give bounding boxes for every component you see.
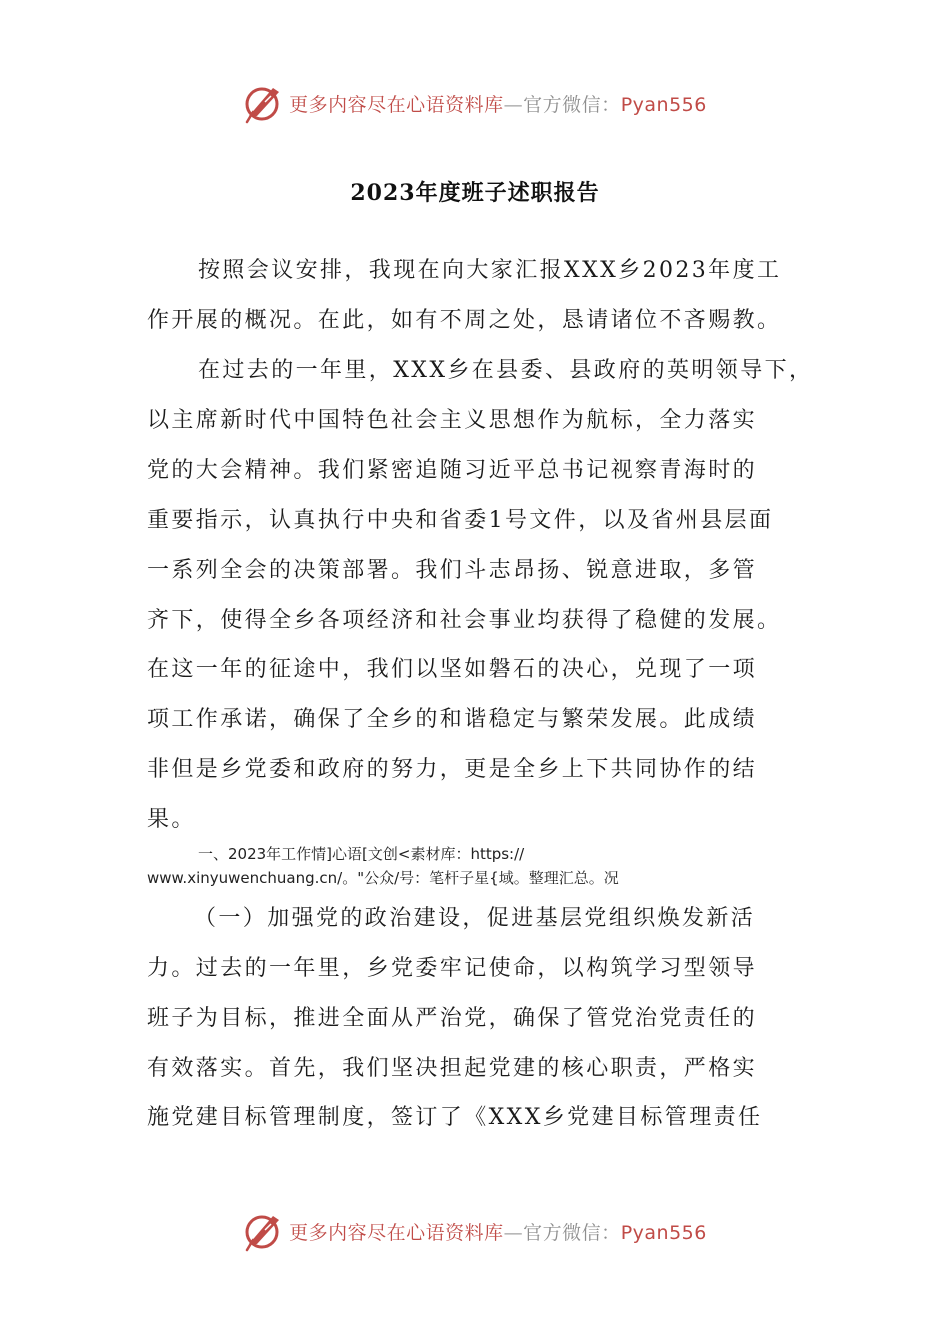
watermark-main-text: 更多内容尽在心语资料库 — [289, 1221, 504, 1244]
body-line: 在这一年的征途中，我们以坚如磐石的决心，兑现了一项 — [147, 657, 758, 682]
body-line: 作开展的概况。在此，如有不周之处，恳请诸位不吝赐教。 — [147, 308, 782, 333]
body-line: 果。 — [147, 807, 196, 832]
body-line: 以主席新时代中国特色社会主义思想作为航标，全力落实 — [147, 408, 758, 433]
section-heading-note-continued: www.xinyuwenchuang.cn/。"公众/号：笔杆子星{域。整理汇总。况 — [147, 869, 619, 887]
footer-watermark — [0, 1206, 950, 1256]
quill-logo-icon — [243, 82, 285, 124]
header-watermark — [0, 78, 950, 128]
body-line: 力。过去的一年里，乡党委牢记使命，以构筑学习型领导 — [147, 956, 758, 981]
watermark-wechat-id: Pyan556 — [620, 1221, 707, 1244]
body-line: 党的大会精神。我们紧密追随习近平总书记视察青海时的 — [147, 458, 758, 483]
document-title: 2023年度班子述职报告 — [350, 180, 600, 206]
body-line: 施党建目标管理制度，签订了《XXX乡党建目标管理责任 — [147, 1105, 763, 1130]
watermark-dash: — — [503, 1221, 524, 1244]
body-line: 重要指示，认真执行中央和省委1号文件，以及省州县层面 — [147, 508, 774, 533]
body-line: 项工作承诺，确保了全乡的和谐稳定与繁荣发展。此成绩 — [147, 707, 758, 732]
body-line: 一系列全会的决策部署。我们斗志昂扬、锐意进取，多管 — [147, 558, 758, 583]
body-line: 有效落实。首先，我们坚决担起党建的核心职责，严格实 — [147, 1056, 758, 1081]
body-line: 齐下，使得全乡各项经济和社会事业均获得了稳健的发展。 — [147, 608, 782, 633]
watermark-main-text: 更多内容尽在心语资料库 — [289, 93, 504, 116]
watermark-dash: — — [503, 93, 524, 116]
watermark-label: 官方微信： — [523, 93, 621, 116]
quill-logo-icon — [243, 1210, 285, 1252]
body-line: 在过去的一年里，XXX乡在县委、县政府的英明领导下， — [198, 358, 814, 383]
body-line: 班子为目标，推进全面从严治党，确保了管党治党责任的 — [147, 1006, 758, 1031]
body-line: 按照会议安排，我现在向大家汇报XXX乡2023年度工 — [198, 258, 782, 283]
body-line: 非但是乡党委和政府的努力，更是全乡上下共同协作的结 — [147, 757, 758, 782]
body-line: （一）加强党的政治建设，促进基层党组织焕发新活 — [194, 906, 756, 931]
section-heading-note: 一、2023年工作情]心语[文创<素材库：https:// — [198, 845, 525, 863]
watermark-wechat-id: Pyan556 — [620, 93, 707, 116]
watermark-label: 官方微信： — [523, 1221, 621, 1244]
